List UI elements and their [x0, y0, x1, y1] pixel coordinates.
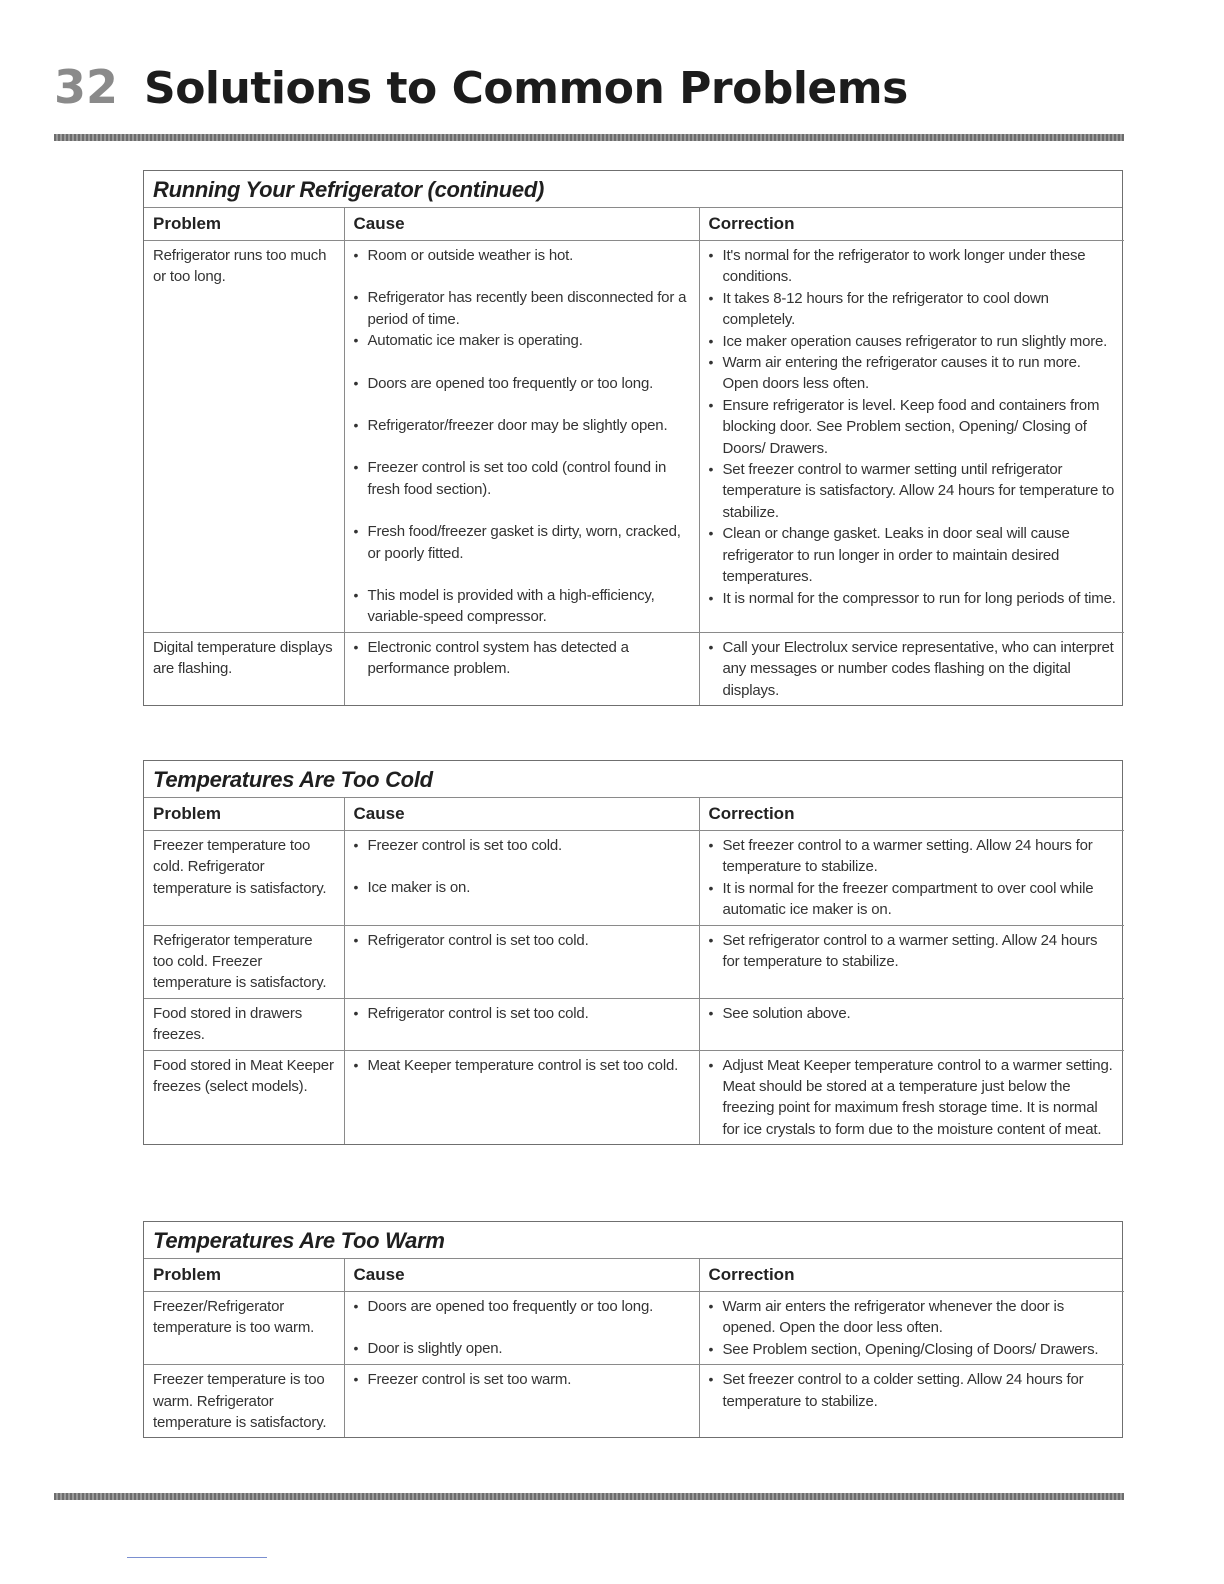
correction-item: • See solution above. — [709, 1003, 1117, 1024]
cause-cell — [344, 632, 699, 705]
problem-cell: Digital temperature displays are flashing. — [144, 632, 344, 705]
problem-cell: Freezer temperature too cold. Refrigerator temperature is satisfactory. — [144, 831, 344, 926]
cause-item: • Door is slightly open. — [354, 1338, 691, 1359]
cause-item: • Ice maker is on. — [354, 877, 691, 898]
page-title: Solutions to Common Problems — [144, 63, 908, 114]
table-row — [144, 241, 1124, 633]
section-title: Temperatures Are Too Warm — [144, 1222, 1122, 1259]
correction-item: • It is normal for the freezer compartment to over cool while automatic ice maker is on. — [709, 878, 1117, 921]
table-row — [144, 632, 1124, 705]
correction-item: • Adjust Meat Keeper temperature control to a warmer setting. Meat should be stored at a temperature just below the freezing point for maximum fresh storage time. It is normal for ice crystals to form due to the moisture content of meat. — [709, 1055, 1117, 1141]
table-row — [144, 925, 1124, 998]
cause-cell — [344, 1050, 699, 1144]
correction-item: • Call your Electrolux service representative, who can interpret any messages or number codes flashing on the digital displays. — [709, 637, 1117, 701]
correction-cell — [699, 1050, 1124, 1144]
section-temperatures-too-warm — [143, 1221, 1123, 1438]
correction-item: • It is normal for the compressor to run for long periods of time. — [709, 588, 1117, 609]
troubleshooting-table — [144, 1259, 1124, 1437]
problem-cell: Freezer/Refrigerator temperature is too warm. — [144, 1292, 344, 1365]
correction-item: • It's normal for the refrigerator to work longer under these conditions. — [709, 245, 1117, 288]
correction-cell — [699, 632, 1124, 705]
header-divider — [54, 134, 1124, 141]
problem-cell: Food stored in drawers freezes. — [144, 998, 344, 1050]
correction-cell — [699, 998, 1124, 1050]
section-title: Temperatures Are Too Cold — [144, 761, 1122, 798]
page-header — [54, 60, 908, 114]
column-header-cause: Cause — [344, 798, 699, 831]
cause-item: • Room or outside weather is hot. — [354, 245, 691, 266]
column-header-problem: Problem — [144, 798, 344, 831]
troubleshooting-table — [144, 798, 1124, 1144]
cause-item: • Automatic ice maker is operating. — [354, 330, 691, 351]
column-header-correction: Correction — [699, 798, 1124, 831]
table-row — [144, 1292, 1124, 1365]
problem-cell: Food stored in Meat Keeper freezes (select models). — [144, 1050, 344, 1144]
table-row — [144, 998, 1124, 1050]
cause-cell — [344, 1365, 699, 1438]
problem-cell: Freezer temperature is too warm. Refrigerator temperature is satisfactory. — [144, 1365, 344, 1438]
cause-item: • Refrigerator control is set too cold. — [354, 1003, 691, 1024]
cause-item: • Fresh food/freezer gasket is dirty, worn, cracked, or poorly fitted. — [354, 521, 691, 564]
column-header-correction: Correction — [699, 1259, 1124, 1292]
column-header-cause: Cause — [344, 208, 699, 241]
cause-item: • Refrigerator control is set too cold. — [354, 930, 691, 951]
correction-item: • Set freezer control to a warmer setting. Allow 24 hours for temperature to stabilize. — [709, 835, 1117, 878]
cause-item: • Doors are opened too frequently or too long. — [354, 373, 691, 394]
correction-item: • It takes 8-12 hours for the refrigerator to cool down completely. — [709, 288, 1117, 331]
correction-cell — [699, 925, 1124, 998]
correction-item: • Set refrigerator control to a warmer setting. Allow 24 hours for temperature to stabilize. — [709, 930, 1117, 973]
correction-item: • Warm air entering the refrigerator causes it to run more. Open doors less often. — [709, 352, 1117, 395]
column-header-problem: Problem — [144, 208, 344, 241]
cause-item: • Freezer control is set too warm. — [354, 1369, 691, 1390]
footer-link-underline — [127, 1557, 267, 1558]
cause-item: • Electronic control system has detected a performance problem. — [354, 637, 691, 680]
cause-cell — [344, 831, 699, 926]
column-header-problem: Problem — [144, 1259, 344, 1292]
correction-item: • Warm air enters the refrigerator whenever the door is opened. Open the door less often. — [709, 1296, 1117, 1339]
cause-cell — [344, 998, 699, 1050]
cause-item: • Freezer control is set too cold (control found in fresh food section). — [354, 457, 691, 500]
page-number: 32 — [54, 60, 119, 114]
table-row — [144, 1050, 1124, 1144]
correction-item: • Ice maker operation causes refrigerator to run slightly more. — [709, 331, 1117, 352]
correction-item: • Clean or change gasket. Leaks in door seal will cause refrigerator to run longer in order to maintain desired temperatures. — [709, 523, 1117, 587]
correction-item: • See Problem section, Opening/Closing of Doors/ Drawers. — [709, 1339, 1117, 1360]
cause-cell — [344, 241, 699, 633]
correction-item: • Ensure refrigerator is level. Keep food and containers from blocking door. See Problem section, Opening/ Closing of Doors/ Drawers. — [709, 395, 1117, 459]
problem-cell: Refrigerator runs too much or too long. — [144, 241, 344, 633]
problem-cell: Refrigerator temperature too cold. Freezer temperature is satisfactory. — [144, 925, 344, 998]
cause-cell — [344, 925, 699, 998]
correction-cell — [699, 241, 1124, 633]
table-row — [144, 1365, 1124, 1438]
section-title: Running Your Refrigerator (continued) — [144, 171, 1122, 208]
cause-item: • Freezer control is set too cold. — [354, 835, 691, 856]
table-header-row — [144, 798, 1124, 831]
correction-item: • Set freezer control to warmer setting until refrigerator temperature is satisfactory. Allow 24 hours for temperature to stabilize. — [709, 459, 1117, 523]
cause-item: • Refrigerator has recently been disconnected for a period of time. — [354, 287, 691, 330]
correction-cell — [699, 831, 1124, 926]
column-header-correction: Correction — [699, 208, 1124, 241]
section-temperatures-too-cold — [143, 760, 1123, 1145]
cause-cell — [344, 1292, 699, 1365]
table-row — [144, 831, 1124, 926]
cause-item: • Meat Keeper temperature control is set too cold. — [354, 1055, 691, 1076]
troubleshooting-table — [144, 208, 1124, 705]
correction-cell — [699, 1365, 1124, 1438]
column-header-cause: Cause — [344, 1259, 699, 1292]
table-header-row — [144, 1259, 1124, 1292]
footer-divider — [54, 1493, 1124, 1500]
correction-cell — [699, 1292, 1124, 1365]
table-header-row — [144, 208, 1124, 241]
cause-item: • Doors are opened too frequently or too long. — [354, 1296, 691, 1317]
cause-item: • This model is provided with a high-efficiency, variable-speed compressor. — [354, 585, 691, 628]
cause-item: • Refrigerator/freezer door may be slightly open. — [354, 415, 691, 436]
correction-item: • Set freezer control to a colder setting. Allow 24 hours for temperature to stabilize. — [709, 1369, 1117, 1412]
section-running-refrigerator — [143, 170, 1123, 706]
